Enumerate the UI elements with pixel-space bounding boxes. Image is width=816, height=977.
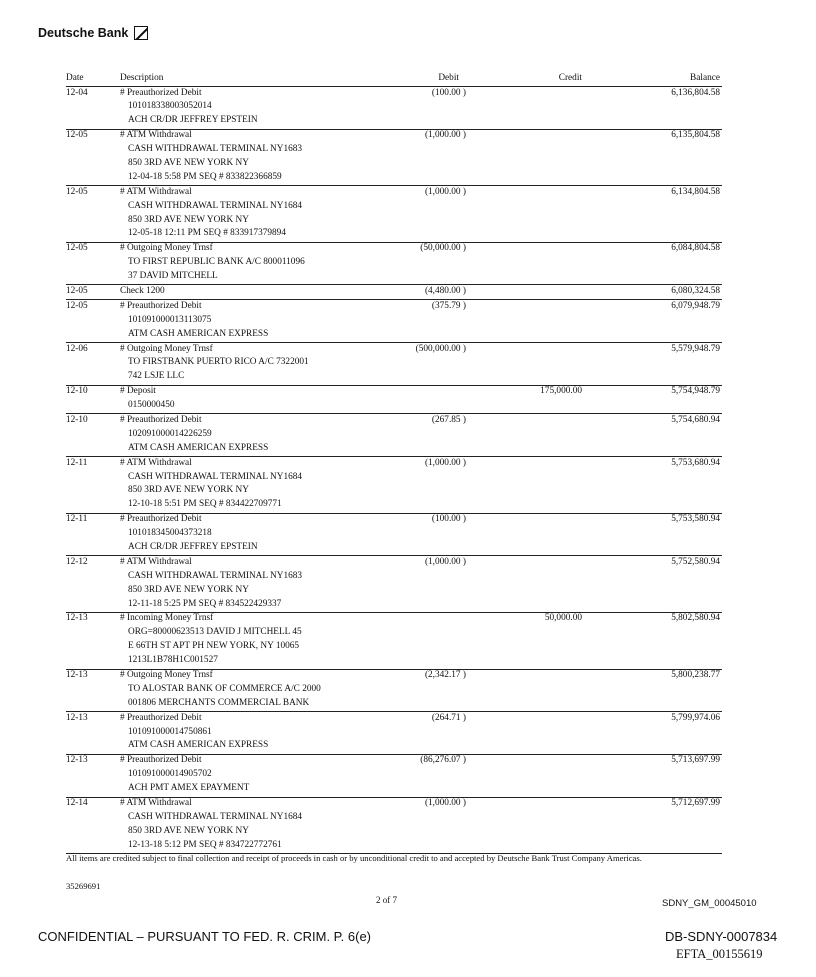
row-main-line bbox=[66, 130, 722, 144]
row-date: 12-13 bbox=[66, 755, 88, 766]
row-description: # Incoming Money Trnsf bbox=[120, 613, 214, 624]
row-main-line bbox=[66, 414, 722, 428]
row-detail-line bbox=[66, 499, 722, 513]
row-detail-text: ACH CR/DR JEFFREY EPSTEIN bbox=[128, 115, 258, 126]
row-date: 12-13 bbox=[66, 613, 88, 624]
row-detail-text: TO FIRST REPUBLIC BANK A/C 800011096 bbox=[128, 257, 305, 268]
row-detail-text: 001806 MERCHANTS COMMERCIAL BANK bbox=[128, 697, 310, 708]
row-detail-line bbox=[66, 528, 722, 542]
row-detail-text: E 66TH ST APT PH NEW YORK, NY 10065 bbox=[128, 641, 300, 652]
row-detail-line bbox=[66, 811, 722, 825]
row-date: 12-13 bbox=[66, 712, 88, 723]
table-row bbox=[66, 457, 722, 514]
row-debit: (1,000.00 ) bbox=[424, 798, 466, 809]
row-detail-text: ATM CASH AMERICAN EXPRESS bbox=[128, 442, 269, 453]
row-detail-line bbox=[66, 584, 722, 598]
row-detail-line bbox=[66, 271, 722, 285]
table-header bbox=[66, 73, 722, 87]
row-debit: (1,000.00 ) bbox=[424, 556, 466, 567]
row-balance: 5,712,697.99 bbox=[671, 798, 720, 809]
row-detail-line bbox=[66, 228, 722, 242]
row-description: Check 1200 bbox=[120, 285, 165, 296]
row-main-line bbox=[66, 798, 722, 812]
row-balance: 5,799,974.06 bbox=[671, 712, 720, 723]
row-debit: (2,342.17 ) bbox=[424, 670, 466, 681]
row-debit: (50,000.00 ) bbox=[420, 243, 466, 254]
row-date: 12-13 bbox=[66, 670, 88, 681]
row-detail-line bbox=[66, 442, 722, 456]
row-detail-text: 850 3RD AVE NEW YORK NY bbox=[128, 157, 249, 168]
table-row bbox=[66, 300, 722, 343]
row-detail-line bbox=[66, 115, 722, 129]
debit-column-header: Debit bbox=[438, 73, 459, 83]
row-detail-text: 101091000014905702 bbox=[128, 769, 212, 780]
row-detail-line bbox=[66, 171, 722, 185]
table-row bbox=[66, 186, 722, 243]
row-date: 12-05 bbox=[66, 130, 88, 141]
row-detail-text: ACH PMT AMEX EPAYMENT bbox=[128, 783, 250, 794]
bank-name: Deutsche Bank bbox=[38, 26, 129, 40]
description-column-header: Description bbox=[120, 73, 164, 83]
table-row bbox=[66, 712, 722, 755]
table-row bbox=[66, 414, 722, 457]
row-detail-text: 102091000014226259 bbox=[128, 428, 212, 439]
row-detail-line bbox=[66, 157, 722, 171]
disclaimer-note: All items are credited subject to final collection and receipt of proceeds in cash or by unconditional credit to and accepted by Deutsche Bank Trust Company Americas. bbox=[66, 853, 642, 863]
row-detail-text: 0150000450 bbox=[128, 400, 175, 411]
row-detail-line bbox=[66, 641, 722, 655]
row-balance: 6,084,804.58 bbox=[671, 243, 720, 254]
account-code: 35269691 bbox=[66, 881, 101, 891]
row-date: 12-05 bbox=[66, 300, 88, 311]
row-detail-line bbox=[66, 740, 722, 754]
row-main-line bbox=[66, 670, 722, 684]
row-debit: (1,000.00 ) bbox=[424, 186, 466, 197]
row-date: 12-05 bbox=[66, 285, 88, 296]
bates-sdny-gm: SDNY_GM_00045010 bbox=[662, 898, 757, 909]
row-credit: 175,000.00 bbox=[540, 386, 582, 397]
row-description: # Preauthorized Debit bbox=[120, 414, 202, 425]
row-detail-text: 850 3RD AVE NEW YORK NY bbox=[128, 584, 249, 595]
row-description: # ATM Withdrawal bbox=[120, 130, 192, 141]
confidential-notice: CONFIDENTIAL – PURSUANT TO FED. R. CRIM. P. 6(e) bbox=[38, 929, 372, 944]
row-description: # Preauthorized Debit bbox=[120, 87, 202, 98]
row-detail-line bbox=[66, 570, 722, 584]
row-detail-text: 101091000014750861 bbox=[128, 726, 212, 737]
row-balance: 6,080,324.58 bbox=[671, 285, 720, 296]
row-main-line bbox=[66, 343, 722, 357]
row-date: 12-11 bbox=[66, 514, 88, 525]
row-detail-line bbox=[66, 328, 722, 342]
row-detail-text: CASH WITHDRAWAL TERMINAL NY1684 bbox=[128, 200, 303, 211]
table-row bbox=[66, 87, 722, 130]
bank-logo bbox=[38, 26, 148, 40]
table-row bbox=[66, 613, 722, 670]
row-detail-text: CASH WITHDRAWAL TERMINAL NY1683 bbox=[128, 570, 303, 581]
row-date: 12-14 bbox=[66, 798, 88, 809]
row-description: # ATM Withdrawal bbox=[120, 457, 192, 468]
row-detail-text: CASH WITHDRAWAL TERMINAL NY1684 bbox=[128, 471, 303, 482]
credit-column-header: Credit bbox=[558, 73, 582, 83]
row-date: 12-10 bbox=[66, 414, 88, 425]
row-description: # Outgoing Money Trnsf bbox=[120, 243, 213, 254]
row-detail-text: 850 3RD AVE NEW YORK NY bbox=[128, 214, 249, 225]
row-main-line bbox=[66, 386, 722, 400]
row-main-line bbox=[66, 285, 722, 299]
table-row bbox=[66, 285, 722, 300]
row-detail-line bbox=[66, 371, 722, 385]
row-credit: 50,000.00 bbox=[544, 613, 582, 624]
table-row bbox=[66, 670, 722, 713]
row-main-line bbox=[66, 556, 722, 570]
row-main-line bbox=[66, 613, 722, 627]
row-detail-line bbox=[66, 627, 722, 641]
row-balance: 5,713,697.99 bbox=[671, 755, 720, 766]
row-description: # ATM Withdrawal bbox=[120, 186, 192, 197]
row-main-line bbox=[66, 300, 722, 314]
row-detail-text: 37 DAVID MITCHELL bbox=[128, 271, 218, 282]
row-detail-text: ORG=80000623513 DAVID J MITCHELL 45 bbox=[128, 627, 302, 638]
row-debit: (1,000.00 ) bbox=[424, 130, 466, 141]
row-balance: 6,136,804.58 bbox=[671, 87, 720, 98]
row-balance: 5,754,948.79 bbox=[671, 386, 720, 397]
row-description: # Preauthorized Debit bbox=[120, 712, 202, 723]
row-description: # ATM Withdrawal bbox=[120, 556, 192, 567]
row-description: # ATM Withdrawal bbox=[120, 798, 192, 809]
row-detail-line bbox=[66, 428, 722, 442]
row-detail-text: 12-11-18 5:25 PM SEQ # 834522429337 bbox=[128, 598, 282, 609]
row-detail-text: 12-10-18 5:51 PM SEQ # 834422709771 bbox=[128, 499, 282, 510]
row-detail-text: CASH WITHDRAWAL TERMINAL NY1684 bbox=[128, 811, 303, 822]
row-date: 12-06 bbox=[66, 343, 88, 354]
row-detail-line bbox=[66, 144, 722, 158]
row-detail-text: 850 3RD AVE NEW YORK NY bbox=[128, 485, 249, 496]
row-detail-text: 12-04-18 5:58 PM SEQ # 833822366859 bbox=[128, 171, 282, 182]
row-detail-line bbox=[66, 825, 722, 839]
row-detail-text: 101018345004373218 bbox=[128, 528, 212, 539]
row-detail-line bbox=[66, 683, 722, 697]
bates-efta: EFTA_00155619 bbox=[676, 947, 763, 961]
row-detail-line bbox=[66, 471, 722, 485]
row-debit: (375.79 ) bbox=[431, 300, 466, 311]
row-detail-text: 1213L1B78H1C001527 bbox=[128, 655, 218, 666]
row-main-line bbox=[66, 457, 722, 471]
row-detail-text: 101091000013113075 bbox=[128, 314, 212, 325]
row-main-line bbox=[66, 186, 722, 200]
deutsche-bank-slash-logo-icon bbox=[134, 26, 148, 40]
table-row bbox=[66, 343, 722, 386]
row-detail-line bbox=[66, 357, 722, 371]
table-row bbox=[66, 556, 722, 613]
table-row bbox=[66, 130, 722, 187]
row-date: 12-10 bbox=[66, 386, 88, 397]
row-detail-line bbox=[66, 200, 722, 214]
table-row bbox=[66, 386, 722, 415]
row-detail-text: ACH CR/DR JEFFREY EPSTEIN bbox=[128, 542, 258, 552]
row-detail-text: 12-13-18 5:12 PM SEQ # 834722772761 bbox=[128, 839, 282, 850]
table-row bbox=[66, 243, 722, 286]
row-detail-line bbox=[66, 726, 722, 740]
bates-db-sdny: DB-SDNY-0007834 bbox=[665, 929, 778, 944]
row-detail-line bbox=[66, 783, 722, 797]
row-detail-line bbox=[66, 214, 722, 228]
row-description: # Preauthorized Debit bbox=[120, 514, 202, 525]
row-detail-text: TO ALOSTAR BANK OF COMMERCE A/C 2000 bbox=[128, 683, 321, 694]
row-date: 12-11 bbox=[66, 457, 88, 468]
row-debit: (500,000.00 ) bbox=[415, 343, 466, 354]
row-balance: 5,753,680.94 bbox=[671, 457, 720, 468]
row-description: # Preauthorized Debit bbox=[120, 755, 202, 766]
transaction-table bbox=[66, 73, 722, 854]
row-detail-line bbox=[66, 542, 722, 556]
row-detail-text: 742 LSJE LLC bbox=[128, 371, 185, 382]
row-main-line bbox=[66, 514, 722, 528]
row-description: # Outgoing Money Trnsf bbox=[120, 343, 213, 354]
row-date: 12-12 bbox=[66, 556, 88, 567]
row-balance: 5,753,580.94 bbox=[671, 514, 720, 525]
row-balance: 5,752,580.94 bbox=[671, 556, 720, 567]
row-detail-line bbox=[66, 839, 722, 853]
row-detail-line bbox=[66, 769, 722, 783]
page-number: 2 of 7 bbox=[376, 895, 397, 905]
row-detail-line bbox=[66, 101, 722, 115]
row-detail-line bbox=[66, 257, 722, 271]
row-detail-line bbox=[66, 485, 722, 499]
date-column-header: Date bbox=[66, 73, 84, 83]
row-debit: (4,480.00 ) bbox=[424, 285, 466, 296]
row-detail-line bbox=[66, 400, 722, 414]
row-description: # Deposit bbox=[120, 386, 156, 397]
row-debit: (1,000.00 ) bbox=[424, 457, 466, 468]
row-detail-line bbox=[66, 655, 722, 669]
row-main-line bbox=[66, 755, 722, 769]
table-row bbox=[66, 755, 722, 798]
row-main-line bbox=[66, 243, 722, 257]
row-debit: (100.00 ) bbox=[431, 87, 466, 98]
row-detail-text: 850 3RD AVE NEW YORK NY bbox=[128, 825, 249, 836]
row-balance: 5,754,680.94 bbox=[671, 414, 720, 425]
row-detail-text: ATM CASH AMERICAN EXPRESS bbox=[128, 328, 269, 339]
row-debit: (264.71 ) bbox=[431, 712, 466, 723]
row-balance: 5,579,948.79 bbox=[671, 343, 720, 354]
row-description: # Outgoing Money Trnsf bbox=[120, 670, 213, 681]
row-balance: 6,134,804.58 bbox=[671, 186, 720, 197]
row-main-line bbox=[66, 87, 722, 101]
row-date: 12-05 bbox=[66, 243, 88, 254]
row-balance: 5,802,580.94 bbox=[671, 613, 720, 624]
row-detail-text: 12-05-18 12:11 PM SEQ # 833917379894 bbox=[128, 228, 286, 239]
row-detail-line bbox=[66, 598, 722, 612]
row-debit: (86,276.07 ) bbox=[420, 755, 466, 766]
row-description: # Preauthorized Debit bbox=[120, 300, 202, 311]
row-main-line bbox=[66, 712, 722, 726]
row-detail-line bbox=[66, 314, 722, 328]
table-row bbox=[66, 798, 722, 855]
row-detail-line bbox=[66, 697, 722, 711]
row-balance: 6,135,804.58 bbox=[671, 130, 720, 141]
row-detail-text: ATM CASH AMERICAN EXPRESS bbox=[128, 740, 269, 751]
table-row bbox=[66, 514, 722, 557]
row-detail-text: 101018338003052014 bbox=[128, 101, 212, 112]
transaction-rows bbox=[66, 87, 722, 854]
row-detail-text: TO FIRSTBANK PUERTO RICO A/C 7322001 bbox=[128, 357, 309, 368]
row-balance: 6,079,948.79 bbox=[671, 300, 720, 311]
row-date: 12-05 bbox=[66, 186, 88, 197]
row-detail-text: CASH WITHDRAWAL TERMINAL NY1683 bbox=[128, 144, 303, 155]
row-debit: (100.00 ) bbox=[431, 514, 466, 525]
row-debit: (267.85 ) bbox=[431, 414, 466, 425]
row-balance: 5,800,238.77 bbox=[671, 670, 720, 681]
balance-column-header: Balance bbox=[690, 73, 720, 83]
row-date: 12-04 bbox=[66, 87, 88, 98]
